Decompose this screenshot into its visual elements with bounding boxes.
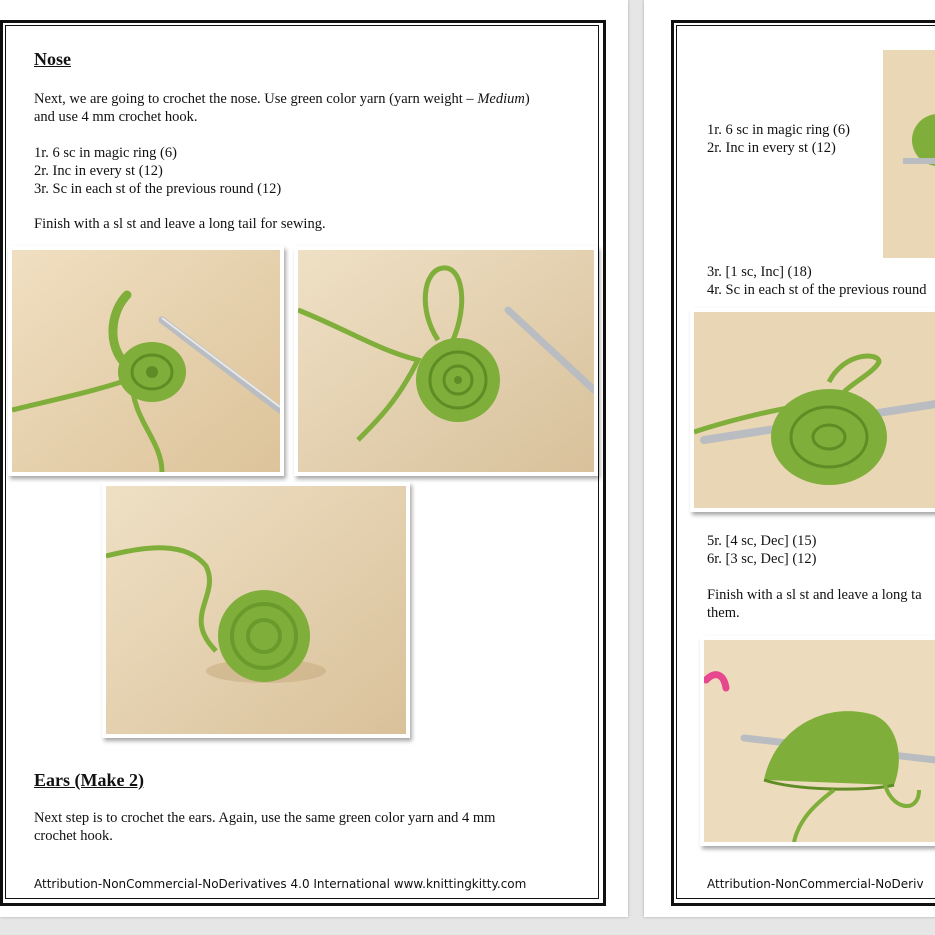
- ear-round-3: 3r. [1 sc, Inc] (18): [707, 264, 812, 280]
- ear-photo-finished: [700, 636, 935, 846]
- ear-finish-line2: them.: [707, 605, 740, 621]
- nose-heading: Nose: [34, 49, 71, 69]
- ears-intro-line2: crochet hook.: [34, 828, 113, 844]
- ear-round-2: 2r. Inc in every st (12): [707, 140, 836, 156]
- right-page: [644, 0, 935, 917]
- license-footer-right: Attribution-NonCommercial-NoDeriv: [707, 877, 924, 891]
- nose-intro-line2: and use 4 mm crochet hook.: [34, 109, 198, 125]
- ear-round-4: 4r. Sc in each st of the previous round: [707, 282, 927, 298]
- nose-finish: Finish with a sl st and leave a long tail for sewing.: [34, 216, 326, 232]
- nose-intro: Next, we are going to crochet the nose. Use green color yarn (yarn weight – Medium): [34, 91, 530, 107]
- ear-round-6: 6r. [3 sc, Dec] (12): [707, 551, 817, 567]
- ears-intro: Next step is to crochet the ears. Again, use the same green color yarn and 4 mm: [34, 810, 496, 826]
- ears-heading: Ears (Make 2): [34, 770, 144, 790]
- ear-photo-start: [879, 46, 935, 262]
- nose-round-1: 1r. 6 sc in magic ring (6): [34, 145, 177, 161]
- nose-photo-finished: [102, 482, 410, 738]
- nose-round-3: 3r. Sc in each st of the previous round (12): [34, 181, 282, 197]
- nose-photo-round-two: [294, 246, 598, 476]
- ear-round-5: 5r. [4 sc, Dec] (15): [707, 533, 817, 549]
- nose-round-2: 2r. Inc in every st (12): [34, 163, 163, 179]
- license-footer: Attribution-NonCommercial-NoDerivatives 4.0 International www.knittingkitty.com: [34, 877, 527, 891]
- ear-finish: Finish with a sl st and leave a long ta: [707, 587, 922, 603]
- ear-photo-round-four: [690, 308, 935, 512]
- nose-photo-magic-ring: [8, 246, 284, 476]
- ear-round-1: 1r. 6 sc in magic ring (6): [707, 122, 850, 138]
